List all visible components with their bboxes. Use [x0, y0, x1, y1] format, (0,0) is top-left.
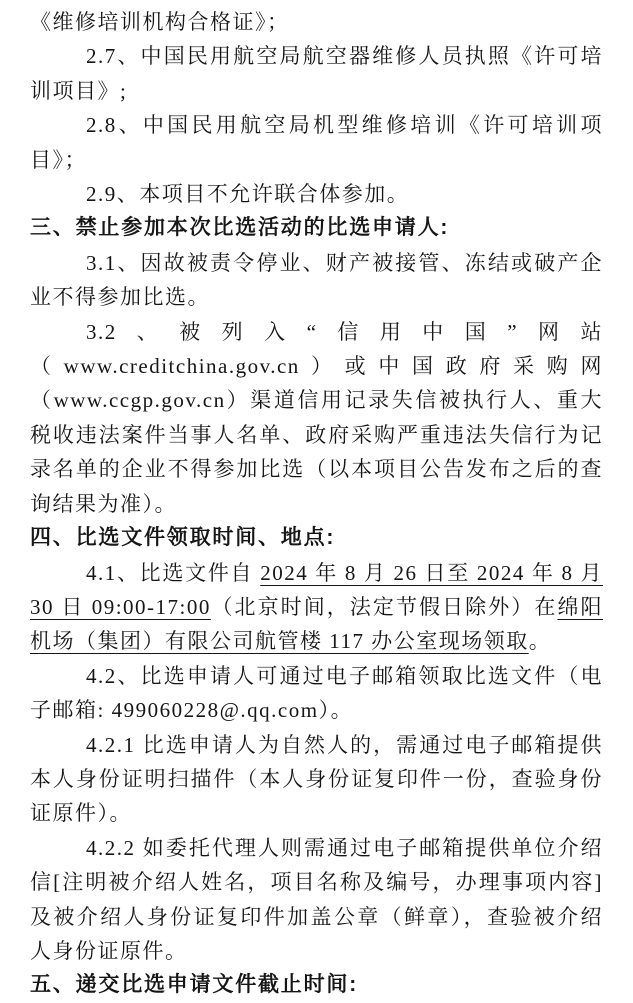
clause-4-2-1 — [30, 728, 603, 831]
text-run: 五、递交比选申请文件截止时间: — [30, 973, 358, 997]
clause-3-1 — [30, 246, 603, 315]
heading-section-3 — [30, 211, 603, 245]
text-run: 4.2.2 如委托代理人则需通过电子邮箱提供单位介绍信[注明被介绍人姓名，项目名称及编号，办理事项内容]及被介绍人身份证复印件加盖公章（鲜章），查验被介绍人身份证原件。 — [30, 835, 603, 963]
text-run: 2.8、中国民用航空局机型维修培训《许可培训项目》； — [30, 113, 603, 172]
clause-3-2 — [30, 315, 603, 521]
text-run: 三、禁止参加本次比选活动的比选申请人: — [30, 216, 450, 240]
text-run: 2.9、本项目不允许联合体参加。 — [86, 182, 410, 207]
text-run: 2.7、中国民用航空局航空器维修人员执照《许可培训项目》; — [30, 44, 603, 103]
clause-2-7 — [30, 39, 603, 108]
text-run: 。 — [528, 629, 552, 654]
clause-2-9 — [30, 177, 603, 211]
underlined-text: 2024 年 8 月 26 日至 2024 年 8 月 30 日 09:00-17:00 — [30, 560, 604, 619]
clause-2-8 — [30, 108, 603, 177]
underlined-text: 绵阳机场（集团）有限公司航管楼 117 办公室现场领取 — [30, 594, 604, 654]
heading-section-4 — [30, 521, 603, 555]
clause-certificate-continuation — [30, 5, 603, 39]
text-run: 4.2、比选申请人可通过电子邮箱领取比选文件（电子邮箱: 499060228@.qq.com）。 — [30, 663, 603, 723]
document-body — [30, 5, 603, 1003]
text-run: 3.1、因故被责令停业、财产被接管、冻结或破产企业不得参加比选。 — [30, 250, 603, 310]
clause-4-2-2 — [30, 831, 603, 969]
clause-4-2 — [30, 659, 603, 728]
text-run: 四、比选文件领取时间、地点: — [30, 526, 336, 550]
text-run: 4.1、比选文件自 — [86, 560, 261, 585]
text-run: （北京时间，法定节假日除外）在 — [210, 594, 558, 619]
heading-section-5 — [30, 968, 603, 1002]
text-run: 《维修培训机构合格证》； — [30, 10, 290, 34]
text-run: 3.2、被列入“信用中国”网站（www.creditchina.gov.cn）或中国政府采购网（www.ccgp.gov.cn）渠道信用记录失信被执行人、重大税收违法案件当事人名单、政府采购严重违法失信行为记录名单的企业不得参加比选（以本项目公告发布之后的查询结果为准）。 — [30, 319, 603, 516]
clause-4-1 — [30, 556, 603, 659]
text-run: 4.2.1 比选申请人为自然人的，需通过电子邮箱提供本人身份证明扫描件（本人身份证复印件一份，查验身份证原件）。 — [30, 732, 603, 826]
